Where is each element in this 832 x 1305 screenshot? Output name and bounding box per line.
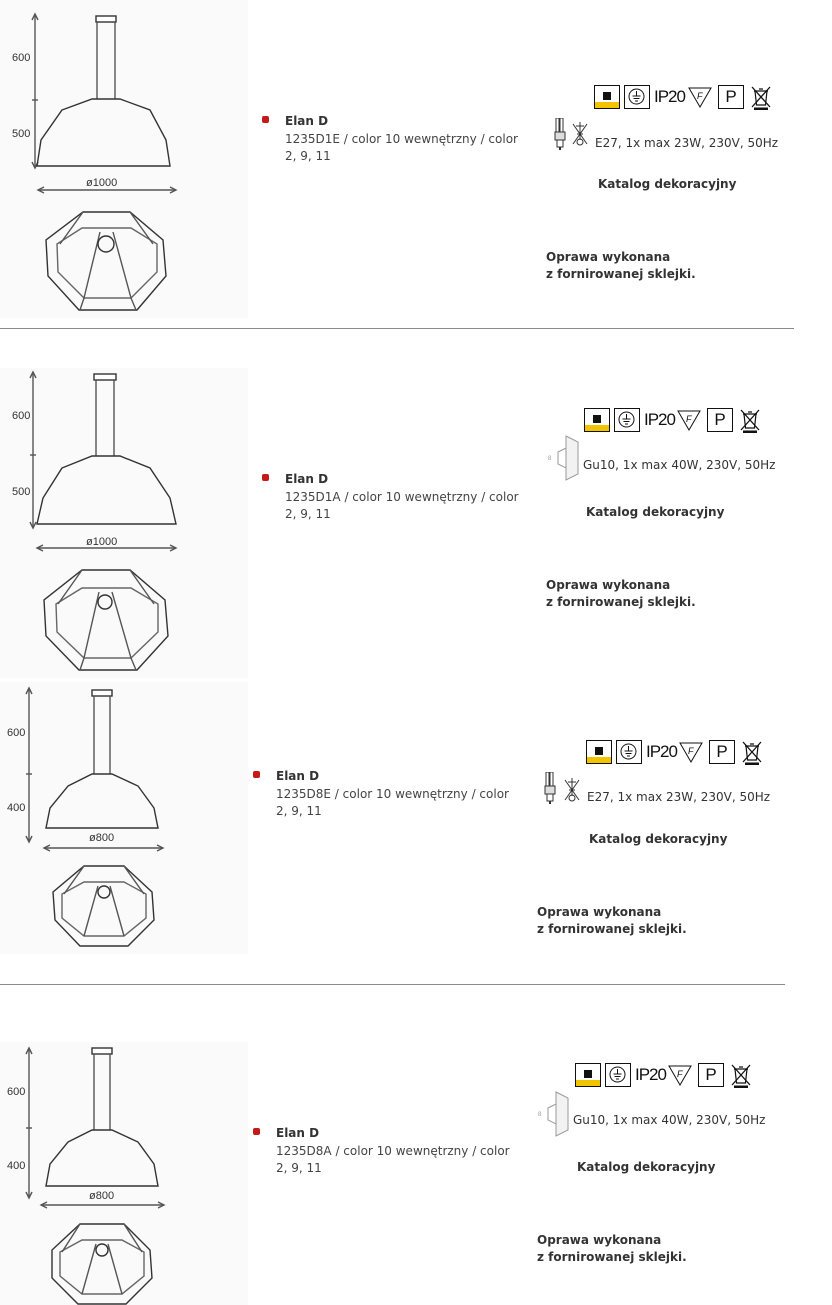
p-mark: P	[707, 408, 733, 432]
dimension-label: ø1000	[86, 177, 118, 189]
material-line: z fornirowanej sklejki.	[537, 1250, 687, 1264]
protection-class-box-icon	[575, 1063, 601, 1087]
certification-symbols	[586, 740, 766, 768]
svg-text:F: F	[697, 91, 703, 101]
dimension-label: ø800	[89, 832, 115, 844]
ip-rating: IP20	[635, 1063, 666, 1087]
catalog-label: Katalog dekoracyjny	[577, 1160, 716, 1174]
p-mark: P	[698, 1063, 724, 1087]
bulb-spec: E27, 1x max 23W, 230V, 50Hz	[587, 790, 771, 804]
svg-text:F: F	[686, 414, 692, 424]
certification-symbols	[594, 85, 774, 113]
dimension-label: 400	[7, 1160, 26, 1172]
bulb-spec: Gu10, 1x max 40W, 230V, 50Hz	[573, 1113, 766, 1127]
dimension-label: 600	[12, 410, 31, 422]
bulb-spec: E27, 1x max 23W, 230V, 50Hz	[595, 136, 779, 150]
dimension-label: 500	[12, 128, 31, 140]
catalog-label: Katalog dekoracyjny	[589, 832, 728, 846]
protection-class-box-icon	[586, 740, 612, 764]
dimension-label: 600	[12, 52, 31, 64]
material-line: Oprawa wykonana	[546, 250, 671, 264]
material-note	[546, 249, 696, 283]
material-note	[537, 1232, 687, 1266]
product-name: Elan D	[276, 1126, 320, 1140]
compact-fluorescent-bulb-icon	[554, 118, 568, 156]
f-mark-triangle-icon	[687, 85, 713, 109]
ip-rating: IP20	[654, 85, 685, 109]
product-name: Elan D	[285, 114, 329, 128]
dimension-label: 600	[7, 727, 26, 739]
material-line: z fornirowanej sklejki.	[537, 922, 687, 936]
product-drawing	[0, 368, 248, 678]
product-drawing	[0, 1042, 248, 1305]
material-note	[546, 577, 696, 611]
product-code: 1235D8A / color 10 wewnętrzny / color 2, 9, 11	[276, 1144, 510, 1175]
gu10-spotlight-bulb-icon	[544, 432, 580, 488]
earth-ground-icon	[605, 1063, 631, 1087]
material-line: z fornirowanej sklejki.	[546, 595, 696, 609]
material-note	[537, 904, 687, 938]
product-name: Elan D	[276, 769, 320, 783]
earth-ground-icon	[616, 740, 642, 764]
ip-rating: IP20	[644, 408, 675, 432]
f-mark-triangle-icon	[676, 408, 702, 432]
earth-ground-icon	[614, 408, 640, 432]
protection-class-box-icon	[594, 85, 620, 109]
crossed-bin-icon	[739, 408, 761, 432]
material-line: Oprawa wykonana	[537, 905, 662, 919]
ip-rating: IP20	[646, 740, 677, 764]
dimension-label: 500	[12, 486, 31, 498]
crossed-dimmer-icon	[564, 776, 580, 808]
svg-text:F: F	[688, 746, 694, 756]
gu10-spotlight-bulb-icon	[534, 1088, 570, 1144]
product-name: Elan D	[285, 472, 329, 486]
dimension-label: ø800	[89, 1190, 115, 1202]
crossed-dimmer-icon	[572, 120, 588, 152]
earth-ground-icon	[624, 85, 650, 109]
svg-text:8: 8	[548, 456, 552, 462]
section-divider	[0, 984, 785, 985]
product-code: 1235D1A / color 10 wewnętrzny / color 2, 9, 11	[285, 490, 519, 521]
red-square-bullet-icon	[262, 116, 269, 123]
red-square-bullet-icon	[253, 771, 260, 778]
compact-fluorescent-bulb-icon	[544, 772, 558, 810]
f-mark-triangle-icon	[678, 740, 704, 764]
red-square-bullet-icon	[262, 474, 269, 481]
product-code: 1235D8E / color 10 wewnętrzny / color 2, 9, 11	[276, 787, 509, 818]
crossed-bin-icon	[750, 85, 772, 109]
red-square-bullet-icon	[253, 1128, 260, 1135]
crossed-bin-icon	[741, 740, 763, 764]
svg-text:8: 8	[538, 1112, 542, 1118]
product-drawing	[0, 682, 248, 954]
material-line: z fornirowanej sklejki.	[546, 267, 696, 281]
catalog-label: Katalog dekoracyjny	[598, 177, 737, 191]
bulb-spec: Gu10, 1x max 40W, 230V, 50Hz	[583, 458, 776, 472]
material-line: Oprawa wykonana	[537, 1233, 662, 1247]
p-mark: P	[709, 740, 735, 764]
section-divider	[0, 328, 794, 329]
certification-symbols	[584, 408, 764, 436]
f-mark-triangle-icon	[667, 1063, 693, 1087]
crossed-bin-icon	[730, 1063, 752, 1087]
dimension-label: 600	[7, 1086, 26, 1098]
svg-text:F: F	[677, 1069, 683, 1079]
p-mark: P	[718, 85, 744, 109]
certification-symbols	[575, 1063, 755, 1091]
material-line: Oprawa wykonana	[546, 578, 671, 592]
dimension-label: 400	[7, 802, 26, 814]
catalog-label: Katalog dekoracyjny	[586, 505, 725, 519]
protection-class-box-icon	[584, 408, 610, 432]
product-drawing	[0, 0, 248, 318]
dimension-label: ø1000	[86, 536, 118, 548]
product-code: 1235D1E / color 10 wewnętrzny / color 2, 9, 11	[285, 132, 518, 163]
